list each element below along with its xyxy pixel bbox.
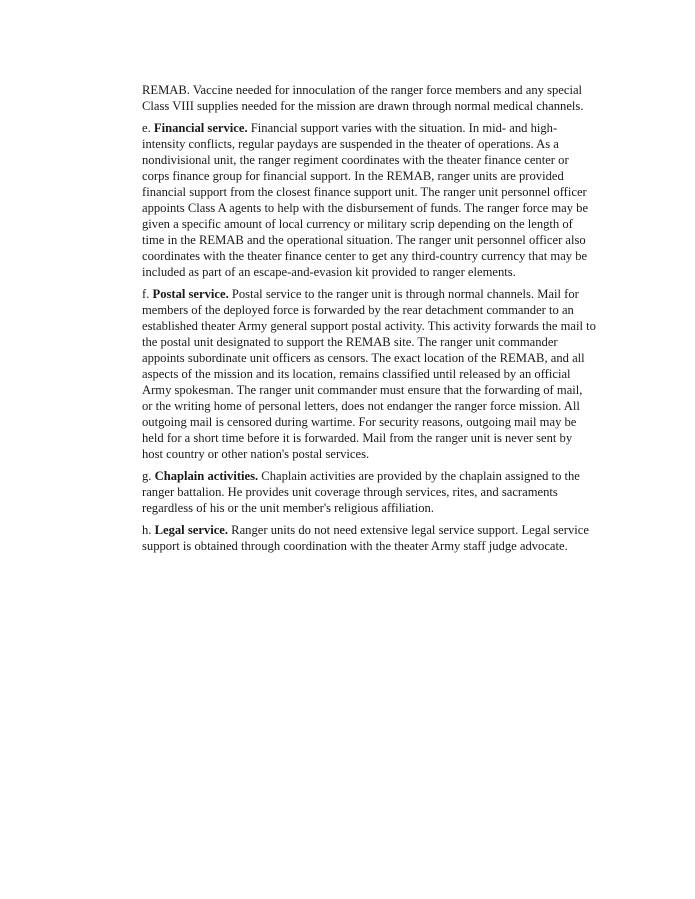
- paragraph-heading: Chaplain activities.: [154, 469, 259, 483]
- paragraph-text: Ranger units do not need extensive legal service support. Legal service support is obtained through coordination with the theater Army staff judge advocate.: [142, 523, 589, 553]
- paragraph-prefix: e.: [142, 121, 154, 135]
- paragraph-prefix: h.: [142, 523, 155, 537]
- paragraph-remab-medical: [142, 82, 596, 114]
- paragraph-heading: Postal service.: [152, 287, 229, 301]
- paragraph-heading: Financial service.: [153, 121, 248, 135]
- paragraph-prefix: g.: [142, 469, 155, 483]
- document-body: [142, 82, 596, 560]
- paragraph-text: Financial support varies with the situation. In mid- and high-intensity conflicts, regular paydays are suspended in the theater of operations. As a nondivisional unit, the ranger regiment coordinates with the theater finance center or corps finance group for financial support. In the REMAB, ranger units are provided financial support from the closest finance support unit. The ranger unit personnel officer appoints Class A agents to help with the disbursement of funds. The ranger force may be given a specific amount of local currency or military scrip depending on the length of time in the REMAB and the operational situation. The ranger unit personnel officer also coordinates with the theater finance center to get any third-country currency that may be included as part of an escape-and-evasion kit provided to ranger elements.: [142, 121, 589, 279]
- paragraph-chaplain-activities: [142, 468, 596, 516]
- paragraph-text: REMAB. Vaccine needed for innoculation of the ranger force members and any special Class VIII supplies needed for the mission are drawn through normal medical channels.: [142, 83, 584, 113]
- paragraph-postal-service: [142, 286, 596, 462]
- paragraph-legal-service: [142, 522, 596, 554]
- paragraph-text: Chaplain activities are provided by the chaplain assigned to the ranger battalion. He provides unit coverage through services, rites, and sacraments regardless of his or the unit member's religious affiliation.: [142, 469, 580, 515]
- paragraph-heading: Legal service.: [154, 523, 229, 537]
- paragraph-prefix: f.: [142, 287, 153, 301]
- paragraph-text: Postal service to the ranger unit is through normal channels. Mail for members of the deployed force is forwarded by the rear detachment commander to an established theater Army general support postal activity. This activity forwards the mail to the postal unit designated to support the REMAB site. The ranger unit commander appoints subordinate unit officers as censors. The exact location of the REMAB, and all aspects of the mission and its location, remains classified until released by an official Army spokesman. The ranger unit commander must ensure that the forwarding of mail, or the writing home of personal letters, does not endanger the ranger force mission. All outgoing mail is censored during wartime. For security reasons, outgoing mail may be held for a short time before it is forwarded. Mail from the ranger unit is never sent by host country or other nation's postal services.: [142, 287, 596, 461]
- paragraph-financial-service: [142, 120, 596, 280]
